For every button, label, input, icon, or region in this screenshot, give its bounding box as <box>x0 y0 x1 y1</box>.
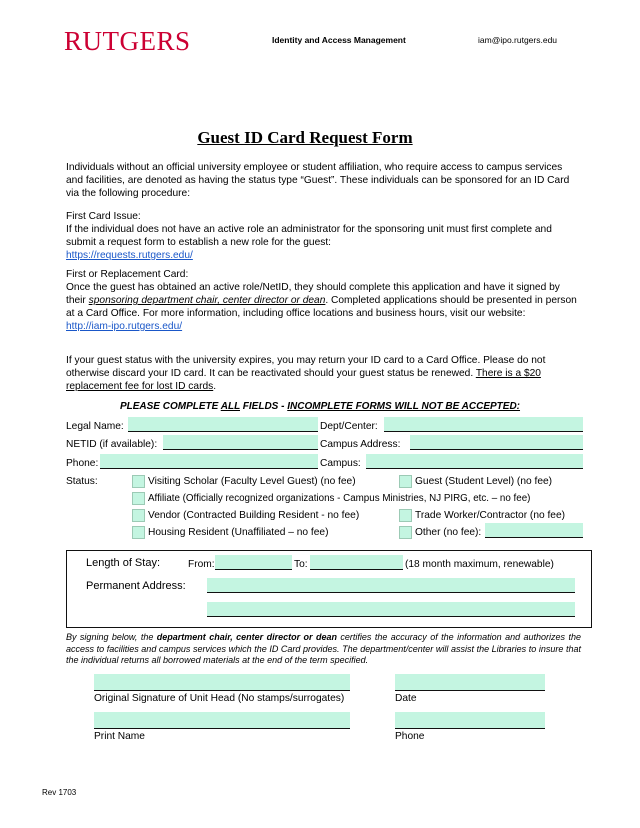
signature-label: Original Signature of Unit Head (No stamps/surrogates) <box>94 693 345 704</box>
revision-number: Rev 1703 <box>42 788 77 797</box>
date-input[interactable] <box>395 674 545 691</box>
intro-paragraph: Individuals without an official university employee or student affiliation, who require access to campus services and facilities, are denoted as having the status type “Guest”. These individuals can be sponsored for an ID Card via the following procedure: <box>66 162 570 199</box>
first-issue-heading: First Card Issue: <box>66 211 141 222</box>
signing-statement: By signing below, the department chair, center director or dean certifies the accuracy of the information and authorizes the access to facilities and campus services which the ID Card provides. The department/center will assist the Libraries to insure that the individual returns all borrowed materials at the end of the term specified. <box>66 632 581 665</box>
other-input[interactable] <box>485 523 583 538</box>
from-input[interactable] <box>215 555 292 570</box>
date-label: Date <box>395 693 417 704</box>
visiting-scholar-checkbox[interactable] <box>132 475 145 488</box>
campus-input[interactable] <box>366 454 583 469</box>
phone-label: Phone: <box>66 458 99 469</box>
expiry-paragraph: If your guest status with the university expires, you may return your ID card to a Card Office. Please do not otherwise discard your ID card. It can be reactivated should your guest status be renewed. There is a $20 replacement fee for lost ID cards. <box>66 355 546 392</box>
replacement-heading: First or Replacement Card: <box>66 269 189 280</box>
replacement-section <box>66 268 578 333</box>
other-checkbox[interactable] <box>399 526 412 539</box>
first-issue-body: If the individual does not have an active role an administrator for the sponsoring unit must first complete and submit a request form to establish a new role for the guest: <box>66 224 552 248</box>
vendor-checkbox[interactable] <box>132 509 145 522</box>
vendor-label: Vendor (Contracted Building Resident - no fee) <box>148 510 360 521</box>
permanent-address-line-2[interactable] <box>207 602 575 617</box>
netid-label: NETID (if available): <box>66 439 158 450</box>
affiliate-checkbox[interactable] <box>132 492 145 505</box>
from-label: From: <box>188 559 215 570</box>
replacement-body: Once the guest has obtained an active role/NetID, they should complete this application and have it signed by their sponsoring department chair, center director or dean. Completed applications should be presented in person at a Card Office. For more information, including office locations and business hours, visit our website: <box>66 282 577 319</box>
header-email: iam@ipo.rutgers.edu <box>478 35 558 45</box>
dept-center-input[interactable] <box>384 417 583 432</box>
housing-checkbox[interactable] <box>132 526 145 539</box>
legal-name-input[interactable] <box>128 417 318 432</box>
requests-link[interactable]: https://requests.rutgers.edu/ <box>66 250 193 261</box>
permanent-address-label: Permanent Address: <box>86 580 186 592</box>
to-input[interactable] <box>310 555 403 570</box>
campus-label: Campus: <box>320 458 361 469</box>
replacement-fee: There is a $20 replacement fee for lost ID cards <box>66 368 541 392</box>
campus-address-input[interactable] <box>410 435 583 450</box>
visiting-scholar-label: Visiting Scholar (Faculty Level Guest) (no fee) <box>148 476 356 487</box>
rutgers-logo: RUTGERS <box>64 26 191 56</box>
status-label: Status: <box>66 476 98 487</box>
phone-signature-label: Phone <box>395 731 425 742</box>
to-label: To: <box>294 559 308 570</box>
max-note: (18 month maximum, renewable) <box>405 559 554 570</box>
iam-link[interactable]: http://iam-ipo.rutgers.edu/ <box>66 321 183 332</box>
guest-checkbox[interactable] <box>399 475 412 488</box>
trade-worker-label: Trade Worker/Contractor (no fee) <box>415 510 566 521</box>
sponsor-emphasis: sponsoring department chair, center director or dean <box>88 295 326 306</box>
netid-input[interactable] <box>163 435 318 450</box>
phone-input[interactable] <box>100 454 318 469</box>
print-name-label: Print Name <box>94 731 145 742</box>
campus-address-label: Campus Address: <box>320 439 401 450</box>
other-label: Other (no fee): <box>415 527 482 538</box>
trade-worker-checkbox[interactable] <box>399 509 412 522</box>
phone-signature-input[interactable] <box>395 712 545 729</box>
legal-name-label: Legal Name: <box>66 421 124 432</box>
first-issue-section <box>66 210 578 262</box>
header-department: Identity and Access Management <box>272 35 406 45</box>
signature-input[interactable] <box>94 674 350 691</box>
housing-label: Housing Resident (Unaffiliated – no fee) <box>148 527 329 538</box>
affiliate-label: Affiliate (Officially recognized organizations - Campus Ministries, NJ PIRG, etc. – no fee) <box>148 493 531 504</box>
length-of-stay-label: Length of Stay: <box>86 557 160 569</box>
permanent-address-line-1[interactable] <box>207 578 575 593</box>
dept-center-label: Dept/Center: <box>320 421 378 432</box>
guest-label: Guest (Student Level) (no fee) <box>415 476 553 487</box>
print-name-input[interactable] <box>94 712 350 729</box>
required-notice: PLEASE COMPLETE ALL FIELDS - INCOMPLETE FORMS WILL NOT BE ACCEPTED: <box>119 401 521 412</box>
page-title: Guest ID Card Request Form <box>197 128 413 147</box>
